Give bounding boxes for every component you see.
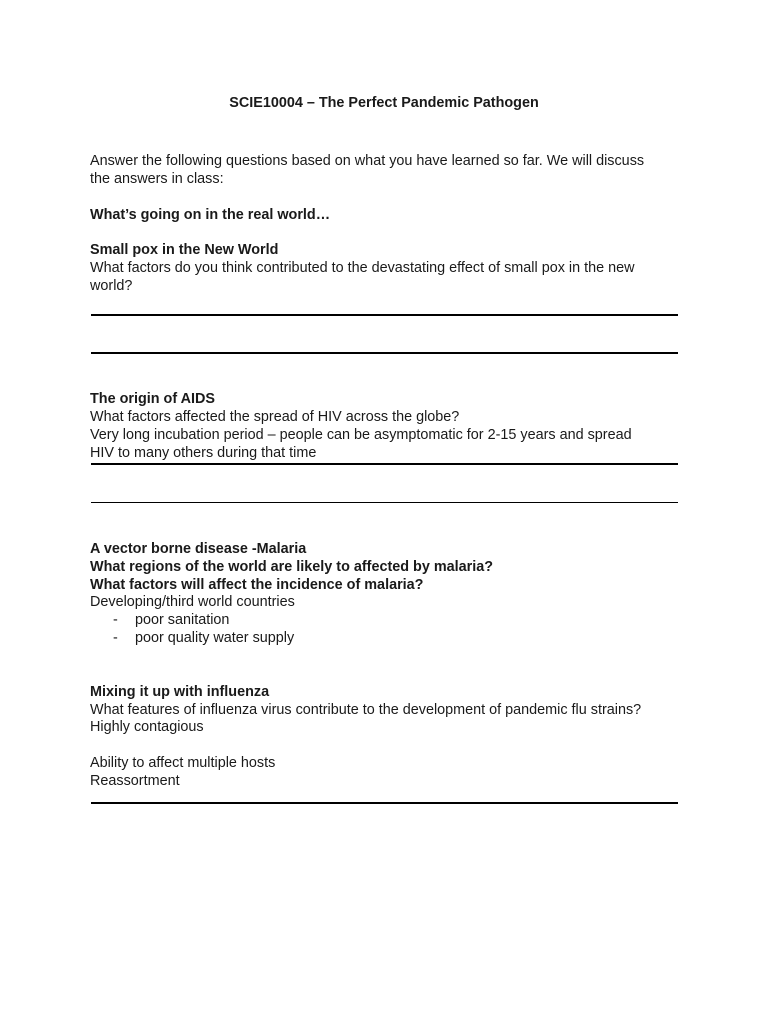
list-item: poor quality water supply xyxy=(135,630,295,646)
intro-line-1: Answer the following questions based on what you have learned so far. We will discuss xyxy=(90,153,645,169)
intro-line-2: the answers in class: xyxy=(90,171,224,187)
bullet-marker: - xyxy=(113,612,118,628)
aids-heading: The origin of AIDS xyxy=(90,391,215,407)
malaria-answer: Developing/third world countries xyxy=(90,594,295,610)
page-title: SCIE10004 – The Perfect Pandemic Pathogen xyxy=(229,95,539,111)
smallpox-question-line-2: world? xyxy=(90,278,133,294)
influenza-answer-2: Ability to affect multiple hosts xyxy=(90,755,276,771)
malaria-question-1: What regions of the world are likely to affected by malaria? xyxy=(90,559,494,575)
influenza-heading: Mixing it up with influenza xyxy=(90,684,270,700)
aids-answer-line-1: Very long incubation period – people can be asymptomatic for 2-15 years and spread xyxy=(90,427,632,443)
list-item: poor sanitation xyxy=(135,612,230,628)
influenza-question: What features of influenza virus contribute to the development of pandemic flu strains? xyxy=(90,702,642,718)
smallpox-question-line-1: What factors do you think contributed to the devastating effect of small pox in the new xyxy=(90,260,635,276)
influenza-answer-1: Highly contagious xyxy=(90,719,204,735)
malaria-heading: A vector borne disease -Malaria xyxy=(90,541,307,557)
smallpox-heading: Small pox in the New World xyxy=(90,242,279,258)
smallpox-answer-line-2 xyxy=(91,352,678,354)
aids-answer-line-rule-1 xyxy=(91,463,678,465)
malaria-question-2: What factors will affect the incidence of malaria? xyxy=(90,577,424,593)
smallpox-answer-line-1 xyxy=(91,314,678,316)
influenza-answer-rule xyxy=(91,802,678,804)
aids-question: What factors affected the spread of HIV across the globe? xyxy=(90,409,460,425)
bullet-marker: - xyxy=(113,630,118,646)
section-heading: What’s going on in the real world… xyxy=(90,207,331,223)
influenza-answer-3: Reassortment xyxy=(90,773,180,789)
aids-answer-line-rule-2 xyxy=(91,502,678,503)
aids-answer-line-2: HIV to many others during that time xyxy=(90,445,317,461)
